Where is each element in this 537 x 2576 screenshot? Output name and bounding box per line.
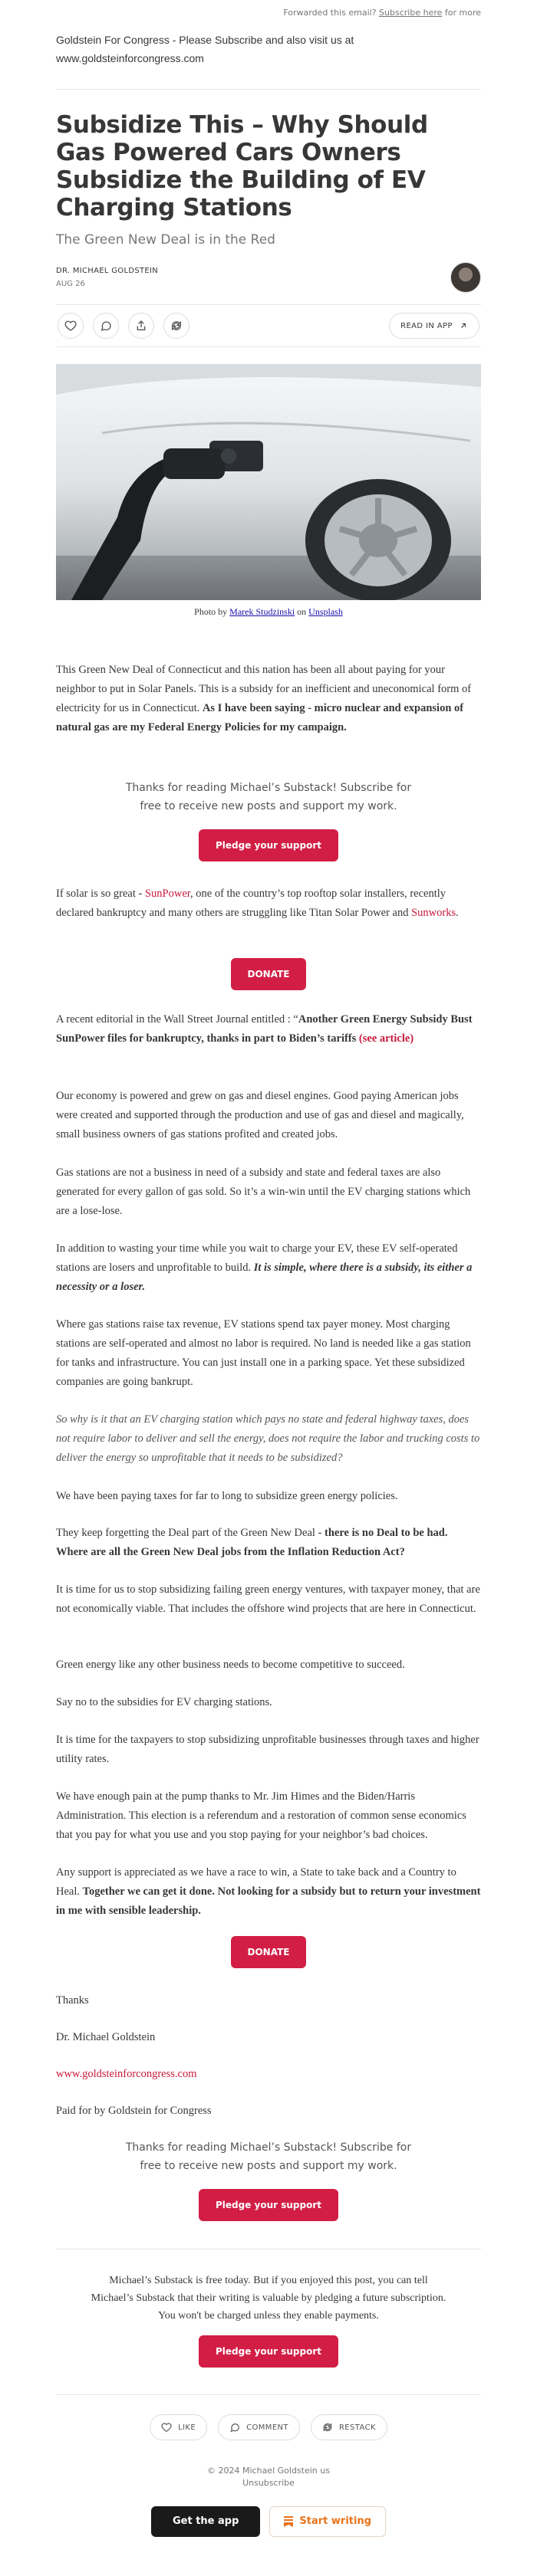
footer-comment-button[interactable]: [218, 2414, 300, 2440]
photographer-link[interactable]: Marek Studzinski: [229, 606, 295, 617]
post-actions-bar: [56, 304, 481, 347]
donate-button-2[interactable]: DONATE: [231, 1936, 307, 1968]
ev-charging-photo: [56, 364, 481, 600]
sunworks-link[interactable]: Sunworks: [411, 907, 456, 919]
start-writing-label: Start writing: [299, 2515, 372, 2527]
subscribe-cta-2: [56, 2138, 481, 2221]
paragraph-1: [56, 661, 481, 737]
comment-button[interactable]: [93, 313, 119, 339]
address-text: us: [320, 2466, 330, 2476]
divider: [56, 89, 481, 90]
footer-app-buttons: [56, 2506, 481, 2537]
p6-bold-italic: It is simple, where there is a subsidy, its either a necessity or a loser.: [56, 1262, 473, 1293]
sunpower-link[interactable]: SunPower: [144, 888, 191, 900]
subscribe-here-link[interactable]: Subscribe here: [379, 8, 443, 18]
photo-caption: [56, 606, 481, 618]
restack-button[interactable]: [163, 313, 189, 339]
see-article-link[interactable]: (see article): [358, 1032, 414, 1045]
like-label: LIKE: [178, 2423, 196, 2432]
website-link[interactable]: www.goldsteinforcongress.com: [56, 2068, 197, 2080]
donate-button-1[interactable]: DONATE: [231, 958, 307, 990]
paragraph-15: We have enough pain at the pump thanks to Mr. Jim Himes and the Biden/Harris Administration. This election is a referendum and a restoration of common sense economics that you pay for what you use and you stop paying for your neighbor’s bad choices.: [56, 1790, 466, 1841]
restack-icon: [170, 320, 183, 332]
signature: Dr. Michael Goldstein: [56, 2031, 156, 2043]
paragraph-16: [56, 1863, 481, 1921]
pledge-button-2[interactable]: Pledge your support: [199, 2189, 338, 2221]
p2-text-b: , one of the country’s top rooftop solar installers, recently declared bankruptcy and many others are struggling like Titan Solar Power and: [56, 888, 446, 919]
paragraph-6: [56, 1239, 481, 1297]
paragraph-3: [56, 1010, 481, 1048]
paragraph-9: We have been paying taxes for far to long to subsidize green energy policies.: [56, 1490, 398, 1502]
restack-icon: [322, 2422, 333, 2433]
paragraph-7: Where gas stations raise tax revenue, EV stations spend tax payer money. Most charging stations are self-operated and almost no labor is required. No land is needed like a gas station for tanks and infrastructure. You can just install one in a parking space. Yet these subsidized companies are going bankrupt.: [56, 1318, 471, 1388]
comment-icon: [229, 2422, 240, 2433]
forward-notice: [0, 0, 537, 23]
arrow-up-right-icon: [459, 321, 468, 330]
post-subtitle: The Green New Deal is in the Red: [56, 232, 275, 248]
paragraph-8: So why is it that an EV charging station which pays no state and federal highway taxes, does not require labor to deliver and sell the energy, does not require the labor and trucking costs to deliver the energy so unprofitable that it needs to be subsidized?: [56, 1413, 480, 1464]
p3-bold: Another Green Energy Subsidy Bust SunPower files for bankruptcy, thanks in part to Biden’s tariffs: [56, 1013, 473, 1045]
p2-text-a: If solar is so great -: [56, 888, 143, 900]
forward-prefix: Forwarded this email?: [283, 8, 377, 18]
paragraph-4: Our economy is powered and grew on gas and diesel engines. Good paying American jobs were created and supported through the production and use of gas and diesel and magically, small business owners of gas stations profited and created jobs.: [56, 1090, 464, 1140]
heart-icon: [64, 320, 77, 332]
intro-text: Goldstein For Congress - Please Subscribe and also visit us at www.goldsteinforcongress.com: [56, 34, 354, 64]
paragraph-11: It is time for us to stop subsidizing failing green energy ventures, with taxpayer money, that are not economically viable. That includes the offshore wind projects that are here in Connecticut.: [56, 1583, 480, 1615]
copyright-block: [56, 2465, 481, 2489]
forward-suffix: for more: [444, 8, 481, 18]
restack-label: RESTACK: [338, 2423, 376, 2432]
paragraph-2: [56, 884, 481, 923]
hero-image[interactable]: [56, 364, 481, 600]
footer-like-button[interactable]: [150, 2414, 207, 2440]
paragraph-14: It is time for the taxpayers to stop subsidizing unprofitable businesses through taxes and higher utility rates.: [56, 1734, 479, 1765]
divider-3: [56, 2394, 481, 2395]
like-button[interactable]: [58, 313, 84, 339]
donate-block-2: [56, 1936, 481, 1968]
copyright-text: © 2024 Michael Goldstein: [207, 2466, 318, 2476]
comment-icon: [100, 320, 112, 332]
paid-for-text: Paid for by Goldstein for Congress: [56, 2105, 212, 2117]
heart-icon: [161, 2422, 172, 2433]
p10-bold: there is no Deal to be had. Where are all the Green New Deal jobs from the Inflation Reduction Act?: [56, 1527, 448, 1558]
p10-text: They keep forgetting the Deal part of the Green New Deal -: [56, 1527, 322, 1539]
caption-on: on: [297, 606, 307, 617]
thanks-text: Thanks: [56, 1994, 89, 2007]
free-subscription-box: [56, 2272, 481, 2368]
get-app-button[interactable]: Get the app: [151, 2506, 260, 2537]
start-writing-button[interactable]: [269, 2506, 386, 2537]
cta-text-1: Thanks for reading Michael’s Substack! Subscribe for free to receive new posts and support my work.: [125, 782, 412, 812]
subscribe-cta-1: [56, 779, 481, 861]
comment-label: COMMENT: [246, 2423, 288, 2432]
share-button[interactable]: [128, 313, 154, 339]
post-title[interactable]: Subsidize This – Why Should Gas Powered Cars Owners Subsidize the Building of EV Charging Stations: [56, 111, 428, 222]
donate-block-1: [56, 958, 481, 990]
byline: [56, 261, 481, 294]
footer-actions: [56, 2414, 481, 2440]
paragraph-5: Gas stations are not a business in need of a subsidy and state and federal taxes are also generated for every gallon of gas sold. So it’s a win-win until the EV charging stations which are a lose-lose.: [56, 1167, 471, 1217]
pledge-button-3[interactable]: Pledge your support: [199, 2335, 338, 2368]
post-date: AUG 26: [56, 280, 85, 288]
caption-prefix: Photo by: [194, 606, 228, 617]
author-avatar[interactable]: [450, 262, 481, 293]
unsplash-link[interactable]: Unsplash: [308, 606, 343, 617]
p3-text: A recent editorial in the Wall Street Journal entitled : “: [56, 1013, 298, 1025]
author-name[interactable]: DR. MICHAEL GOLDSTEIN: [56, 267, 159, 275]
cta-text-2: Thanks for reading Michael’s Substack! Subscribe for free to receive new posts and support my work.: [125, 2141, 412, 2172]
read-in-app-label: READ IN APP: [400, 321, 453, 330]
p1-text: This Green New Deal of Connecticut and this nation has been all about paying for your neighbor to put in Solar Panels. This is a subsidy for an inefficient and uneconomical form of electricity for us in Connecticut.: [56, 664, 472, 714]
read-in-app-button[interactable]: [389, 313, 479, 339]
p1-bold: As I have been saying - micro nuclear and expansion of natural gas are my Federal Energy Policies for my campaign.: [56, 702, 464, 733]
paragraph-10: [56, 1524, 481, 1562]
paragraph-12: Green energy like any other business needs to become competitive to succeed.: [56, 1659, 405, 1671]
footer-restack-button[interactable]: [311, 2414, 387, 2440]
unsubscribe-link[interactable]: Unsubscribe: [242, 2478, 295, 2488]
pledge-button-1[interactable]: Pledge your support: [199, 829, 338, 861]
share-icon: [135, 320, 147, 332]
p6-text: In addition to wasting your time while you wait to charge your EV, these EV self-operated stations are losers and unprofitable to build.: [56, 1242, 458, 1274]
free-box-text: Michael’s Substack is free today. But if you enjoyed this post, you can tell Michael’s Substack that their writing is valuable by pledging a future subscription. You won't be charged unless they enable payments.: [91, 2275, 446, 2322]
substack-logo-icon: [284, 2516, 293, 2527]
paragraph-13: Say no to the subsidies for EV charging stations.: [56, 1696, 272, 1708]
p2-text-c: .: [456, 907, 459, 919]
p16-bold: Together we can get it done. Not looking for a subsidy but to return your investment in me with sensible leadership.: [56, 1885, 481, 1917]
p16-text: Any support is appreciated as we have a race to win, a State to take back and a Country to Heal.: [56, 1866, 456, 1898]
